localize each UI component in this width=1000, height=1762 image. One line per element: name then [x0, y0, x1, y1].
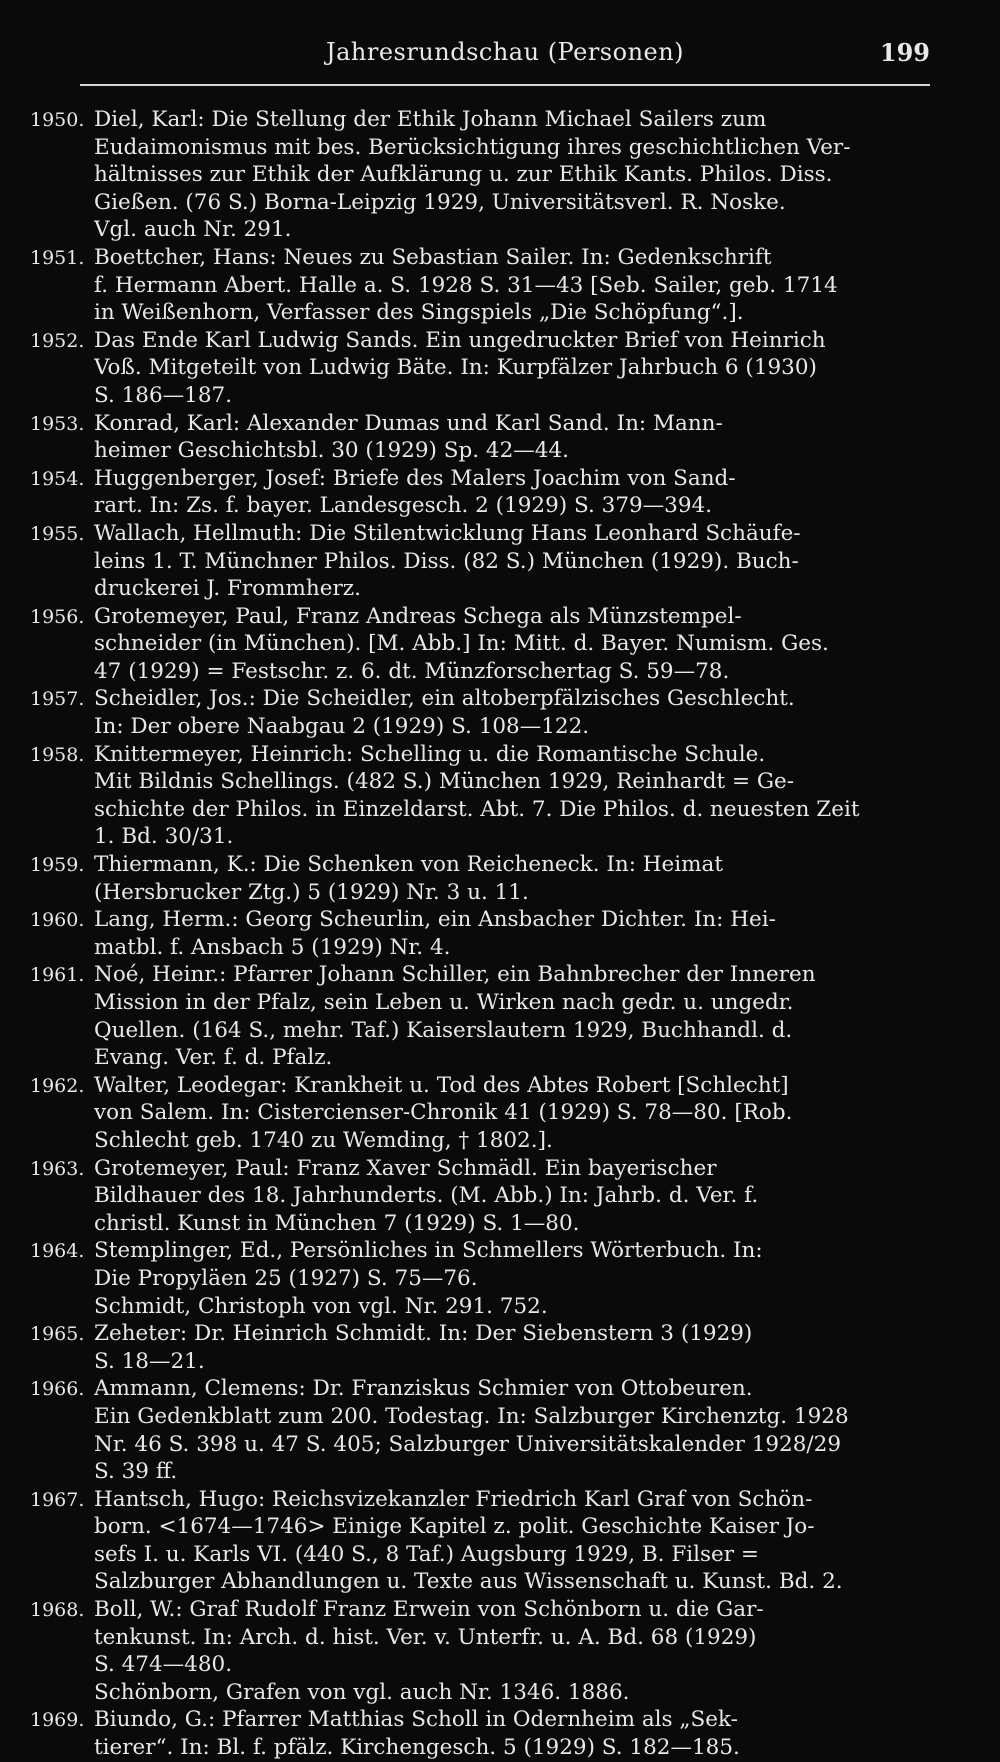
- bibliography-entry: [30, 410, 930, 465]
- entry-text: [94, 1155, 930, 1238]
- entry-text: [94, 244, 930, 327]
- bibliography-entry: [30, 603, 930, 686]
- entry-line: Vgl. auch Nr. 291.: [94, 217, 292, 243]
- entry-number: 1953.: [30, 412, 85, 435]
- entry-text: [94, 1237, 930, 1292]
- entry-line: hältnisses zur Ethik der Aufklärung u. zur Ethik Kants. Philos. Diss.: [94, 162, 833, 188]
- entry-text: [94, 1320, 930, 1375]
- entry-number: 1961.: [30, 964, 85, 987]
- entry-line: Gießen. (76 S.) Borna-Leipzig 1929, Universitätsverl. R. Noske.: [94, 189, 786, 215]
- bibliography-entry: [30, 1596, 930, 1679]
- entry-number: 1958.: [30, 743, 85, 766]
- bibliography-entry: [30, 1486, 930, 1596]
- bibliography-entry: [30, 1679, 930, 1707]
- entry-line: von Salem. In: Cistercienser-Chronik 41 (1929) S. 78—80. [Rob.: [94, 1100, 793, 1126]
- entry-line: Lang, Herm.: Georg Scheurlin, ein Ansbacher Dichter. In: Hei-: [94, 907, 776, 933]
- entry-number: 1968.: [30, 1599, 85, 1622]
- bibliography-entry: [30, 1072, 930, 1155]
- entry-line: Schönborn, Grafen von vgl. auch Nr. 1346. 1886.: [94, 1679, 630, 1705]
- entry-line: S. 474—480.: [94, 1652, 233, 1678]
- bibliography-entry: [30, 1237, 930, 1292]
- entry-number: 1967.: [30, 1488, 85, 1511]
- entry-line: f. Hermann Abert. Halle a. S. 1928 S. 31—43 [Seb. Sailer, geb. 1714: [94, 272, 838, 298]
- entry-text: [94, 327, 930, 410]
- entry-line: Evang. Ver. f. d. Pfalz.: [94, 1045, 333, 1071]
- entry-line: heimer Geschichtsbl. 30 (1929) Sp. 42—44.: [94, 438, 569, 464]
- entry-line: tierer“. In: Bl. f. pfälz. Kirchengesch. 5 (1929) S. 182—185.: [94, 1735, 740, 1761]
- entry-line: matbl. f. Ansbach 5 (1929) Nr. 4.: [94, 934, 451, 960]
- entry-line: Zeheter: Dr. Heinrich Schmidt. In: Der Siebenstern 3 (1929): [94, 1321, 753, 1347]
- entry-line: christl. Kunst in München 7 (1929) S. 1—80.: [94, 1210, 580, 1236]
- entry-number: 1952.: [30, 329, 85, 352]
- entry-text: [94, 410, 930, 465]
- entry-number: 1959.: [30, 854, 85, 877]
- entry-line: schneider (in München). [M. Abb.] In: Mitt. d. Bayer. Numism. Ges.: [94, 631, 829, 657]
- entry-text: [94, 741, 930, 851]
- bibliography-entry: [30, 1320, 930, 1375]
- entry-text: [94, 1375, 930, 1485]
- entry-line: S. 186—187.: [94, 382, 233, 408]
- entry-line: leins 1. T. Münchner Philos. Diss. (82 S.) München (1929). Buch-: [94, 548, 799, 574]
- entry-line: Schmidt, Christoph von vgl. Nr. 291. 752.: [94, 1293, 548, 1319]
- entry-line: Bildhauer des 18. Jahrhunderts. (M. Abb.) In: Jahrb. d. Ver. f.: [94, 1183, 759, 1209]
- bibliography-entry: [30, 106, 930, 244]
- entry-line: Noé, Heinr.: Pfarrer Johann Schiller, ein Bahnbrecher der Inneren: [94, 962, 816, 988]
- bibliography-entry: [30, 685, 930, 740]
- bibliography-entry: [30, 961, 930, 1071]
- header-rule: [80, 84, 930, 86]
- entry-line: rart. In: Zs. f. bayer. Landesgesch. 2 (1929) S. 379—394.: [94, 493, 713, 519]
- entry-number: 1969.: [30, 1709, 85, 1732]
- entry-line: In: Der obere Naabgau 2 (1929) S. 108—122.: [94, 714, 590, 740]
- entry-number: 1960.: [30, 909, 85, 932]
- entry-text: [94, 1596, 930, 1679]
- entry-line: Diel, Karl: Die Stellung der Ethik Johann Michael Sailers zum: [94, 107, 767, 132]
- entry-text: [94, 961, 930, 1071]
- entry-line: Boettcher, Hans: Neues zu Sebastian Sailer. In: Gedenkschrift: [94, 244, 772, 270]
- entry-text: [94, 1679, 930, 1707]
- entry-line: Voß. Mitgeteilt von Ludwig Bäte. In: Kurpfälzer Jahrbuch 6 (1930): [94, 355, 817, 381]
- entry-number: 1954.: [30, 467, 85, 490]
- entry-line: Eudaimonismus mit bes. Berücksichtigung ihres geschichtlichen Ver-: [94, 134, 851, 160]
- entry-text: [94, 1072, 930, 1155]
- entry-line: Knittermeyer, Heinrich: Schelling u. die Romantische Schule.: [94, 741, 766, 767]
- bibliography-entry: [30, 327, 930, 410]
- entry-line: tenkunst. In: Arch. d. hist. Ver. v. Unterfr. u. A. Bd. 68 (1929): [94, 1624, 757, 1650]
- entry-line: sefs I. u. Karls VI. (440 S., 8 Taf.) Augsburg 1929, B. Filser =: [94, 1541, 759, 1567]
- entry-line: Ein Gedenkblatt zum 200. Todestag. In: Salzburger Kirchenztg. 1928: [94, 1403, 849, 1429]
- running-title: Jahresrundschau (Personen): [325, 38, 685, 66]
- entry-line: Quellen. (164 S., mehr. Taf.) Kaiserslautern 1929, Buchhandl. d.: [94, 1017, 793, 1043]
- entry-text: [94, 465, 930, 520]
- entry-line: in Weißenhorn, Verfasser des Singspiels „Die Schöpfung“.].: [94, 300, 744, 326]
- entry-line: Nr. 46 S. 398 u. 47 S. 405; Salzburger Universitätskalender 1928/29: [94, 1431, 842, 1457]
- entry-line: Konrad, Karl: Alexander Dumas und Karl Sand. In: Mann-: [94, 410, 723, 436]
- entry-line: 47 (1929) = Festschr. z. 6. dt. Münzforschertag S. 59—78.: [94, 658, 730, 684]
- entry-text: [94, 1293, 930, 1321]
- entry-line: Stemplinger, Ed., Persönliches in Schmellers Wörterbuch. In:: [94, 1238, 763, 1264]
- entry-line: Die Propyläen 25 (1927) S. 75—76.: [94, 1265, 478, 1291]
- entry-number: 1962.: [30, 1074, 85, 1097]
- bibliography-entry: [30, 906, 930, 961]
- entry-line: Scheidler, Jos.: Die Scheidler, ein altoberpfälzisches Geschlecht.: [94, 686, 795, 712]
- bibliography-entry: [30, 741, 930, 851]
- entry-text: [94, 1706, 930, 1761]
- entry-number: 1956.: [30, 605, 85, 628]
- entry-line: Ammann, Clemens: Dr. Franziskus Schmier von Ottobeuren.: [94, 1376, 753, 1402]
- entry-number: 1957.: [30, 688, 85, 711]
- entry-number: 1965.: [30, 1323, 85, 1346]
- bibliography-entry: [30, 1706, 930, 1761]
- bibliography-entry: [30, 1375, 930, 1485]
- entry-text: [94, 685, 930, 740]
- entry-line: Mit Bildnis Schellings. (482 S.) München 1929, Reinhardt = Ge-: [94, 769, 795, 795]
- entry-line: Biundo, G.: Pfarrer Matthias Scholl in Odernheim als „Sek-: [94, 1707, 738, 1733]
- entry-line: Grotemeyer, Paul: Franz Xaver Schmädl. Ein bayerischer: [94, 1155, 717, 1181]
- page-number: 199: [879, 38, 930, 67]
- entry-line: schichte der Philos. in Einzeldarst. Abt. 7. Die Philos. d. neuesten Zeit: [94, 796, 860, 822]
- entry-number: 1966.: [30, 1378, 85, 1401]
- entry-line: Mission in der Pfalz, sein Leben u. Wirken nach gedr. u. ungedr.: [94, 990, 794, 1015]
- bibliography-entry: [30, 1293, 930, 1321]
- entry-line: Walter, Leodegar: Krankheit u. Tod des Abtes Robert [Schlecht]: [94, 1072, 789, 1098]
- entry-line: Hantsch, Hugo: Reichsvizekanzler Friedrich Karl Graf von Schön-: [94, 1486, 813, 1512]
- entry-text: [94, 603, 930, 686]
- entry-number: 1950.: [30, 109, 85, 131]
- bibliography-list: [30, 106, 930, 1762]
- entry-line: Grotemeyer, Paul, Franz Andreas Schega als Münzstempel-: [94, 603, 742, 629]
- entry-line: Das Ende Karl Ludwig Sands. Ein ungedruckter Brief von Heinrich: [94, 327, 826, 353]
- entry-line: 1. Bd. 30/31.: [94, 824, 234, 850]
- entry-line: Salzburger Abhandlungen u. Texte aus Wissenschaft u. Kunst. Bd. 2.: [94, 1569, 843, 1595]
- entry-line: (Hersbrucker Ztg.) 5 (1929) Nr. 3 u. 11.: [94, 879, 529, 905]
- entry-number: 1964.: [30, 1240, 85, 1263]
- entry-line: Huggenberger, Josef: Briefe des Malers Joachim von Sand-: [94, 465, 736, 491]
- entry-line: Wallach, Hellmuth: Die Stilentwicklung Hans Leonhard Schäufe-: [94, 520, 801, 546]
- entry-text: [94, 520, 930, 603]
- entry-number: 1963.: [30, 1157, 85, 1180]
- bibliography-entry: [30, 244, 930, 327]
- entry-line: druckerei J. Frommherz.: [94, 576, 361, 602]
- bibliography-entry: [30, 1155, 930, 1238]
- entry-line: Thiermann, K.: Die Schenken von Reicheneck. In: Heimat: [94, 852, 723, 878]
- bibliography-entry: [30, 520, 930, 603]
- entry-number: 1955.: [30, 522, 85, 545]
- entry-line: Schlecht geb. 1740 zu Wemding, † 1802.].: [94, 1127, 553, 1153]
- bibliography-entry: [30, 851, 930, 906]
- entry-text: [94, 906, 930, 961]
- entry-line: born. <1674—1746> Einige Kapitel z. polit. Geschichte Kaiser Jo-: [94, 1514, 815, 1540]
- entry-number: 1951.: [30, 246, 85, 269]
- entry-text: [94, 851, 930, 906]
- entry-line: S. 18—21.: [94, 1348, 205, 1374]
- entry-line: S. 39 ff.: [94, 1459, 178, 1485]
- entry-text: [94, 1486, 930, 1596]
- bibliography-entry: [30, 465, 930, 520]
- entry-text: [94, 106, 930, 244]
- entry-line: Boll, W.: Graf Rudolf Franz Erwein von Schönborn u. die Gar-: [94, 1597, 764, 1623]
- page-header: [80, 34, 930, 74]
